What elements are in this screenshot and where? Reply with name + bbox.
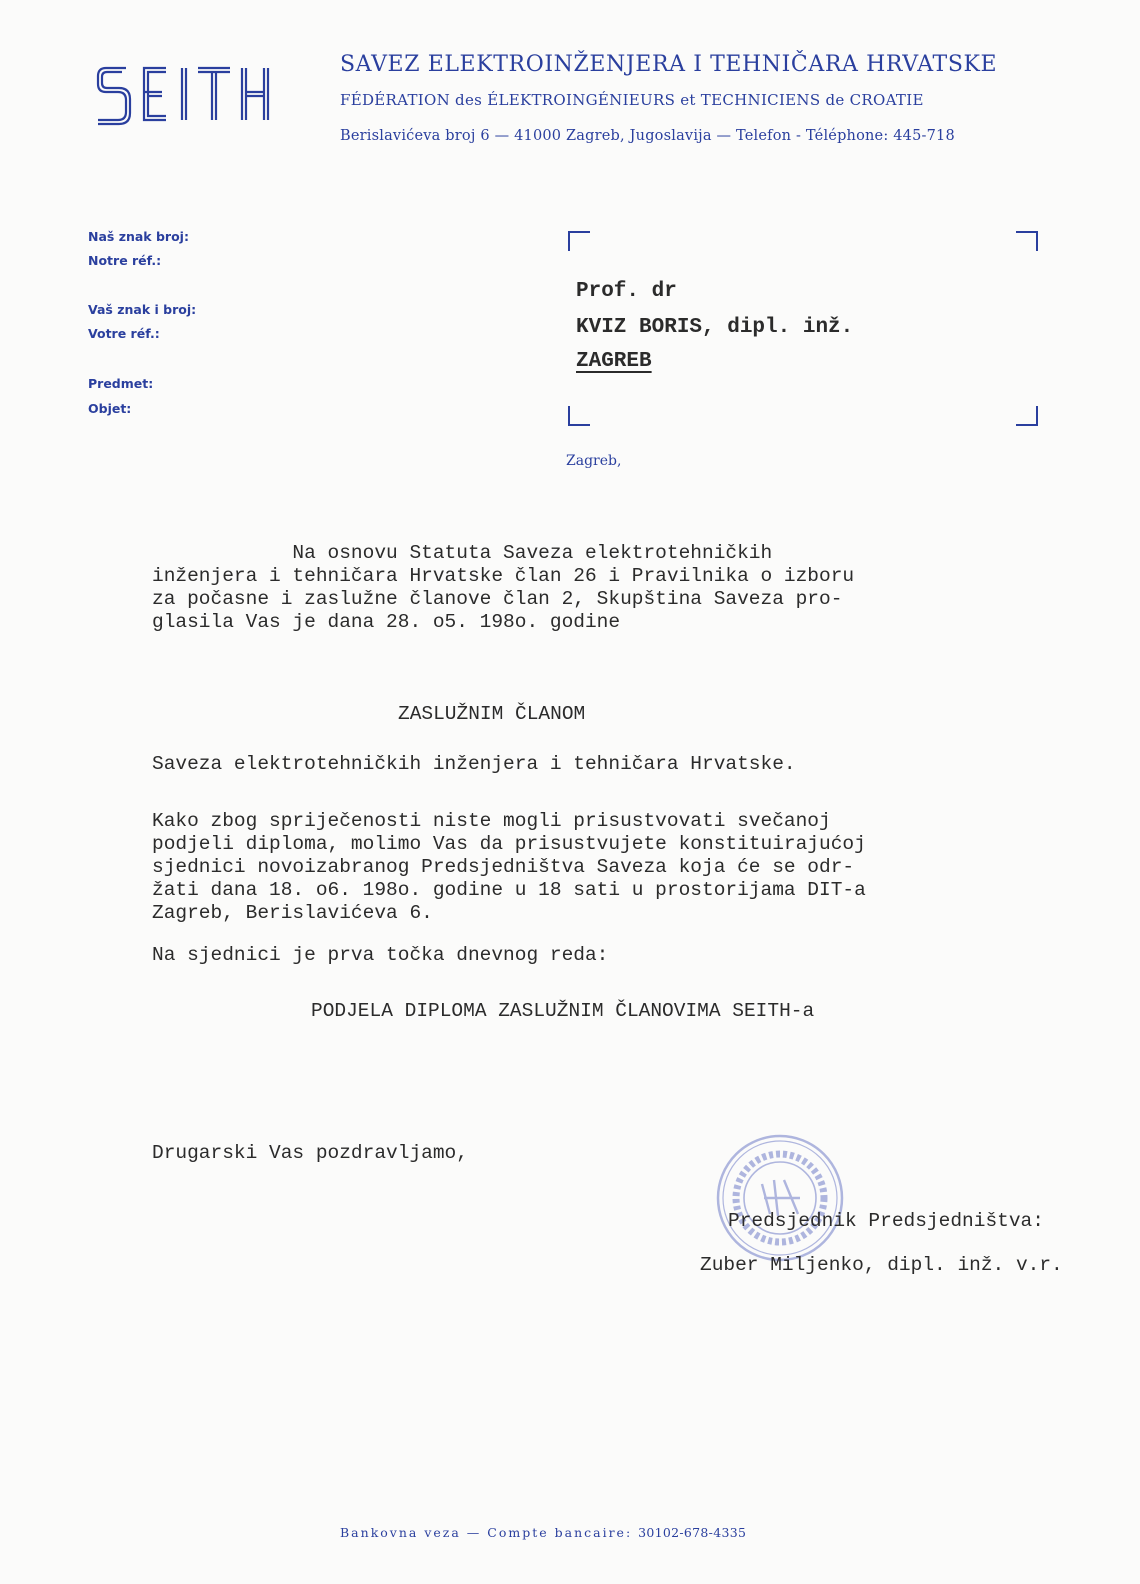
place-date-label: Zagreb, (566, 453, 622, 469)
agenda-intro: Na sjednici je prva točka dnevnog reda: (152, 944, 609, 966)
address-window-corner-bottom-left (568, 406, 590, 426)
organization-name-croatian: SAVEZ ELEKTROINŽENJERA I TEHNIČARA HRVATSKE (340, 52, 998, 77)
signer-title: Predsjednik Predsjedništva: (728, 1210, 1044, 1232)
label-nas-znak: Naš znak broj: (88, 229, 189, 244)
letterhead-address: Berislavićeva broj 6 — 41000 Zagreb, Jugoslavija — Telefon - Téléphone: 445-718 (340, 128, 955, 144)
label-objet: Objet: (88, 401, 132, 416)
label-vas-znak: Vaš znak i broj: (88, 302, 197, 317)
agenda-item: PODJELA DIPLOMA ZASLUŽNIM ČLANOVIMA SEITH-a (311, 1000, 815, 1022)
label-votre-ref: Votre réf.: (88, 326, 160, 341)
body-paragraph-1: Na osnovu Statuta Saveza elektrotehničkih inženjera i tehničara Hrvatske član 26 i Pravilnika o izboru za počasne i zaslužne članove član 2, Skupština Saveza pro- glasila Vas je dana 28. o5. 198o. godine (152, 542, 855, 633)
recipient-city: ZAGREB (576, 350, 652, 373)
signer-name: Zuber Miljenko, dipl. inž. v.r. (700, 1254, 1063, 1276)
organization-name-french: FÉDÉRATION des ÉLEKTROINGÉNIEURS et TECHNICIENS de CROATIE (340, 91, 924, 109)
recipient-name: KVIZ BORIS, dipl. inž. (576, 316, 854, 339)
bank-label: Bankovna veza — Compte bancaire: (340, 1525, 633, 1540)
bank-account: 30102-678-4335 (638, 1525, 747, 1540)
stamp-seal-icon (714, 1132, 846, 1264)
footer-bank-info (340, 1525, 746, 1540)
body-savez-line: Saveza elektrotehničkih inženjera i tehničara Hrvatske. (152, 753, 796, 775)
label-predmet: Predmet: (88, 376, 154, 391)
address-window-corner-top-right (1016, 231, 1038, 251)
label-notre-ref: Notre réf.: (88, 253, 162, 268)
address-window-corner-top-left (568, 231, 590, 251)
recipient-title: Prof. dr (576, 280, 677, 303)
body-paragraph-2: Kako zbog spriječenosti niste mogli prisustvovati svečanoj podjeli diploma, molimo Vas da prisustvujete konstituirajućoj sjednici novoizabranog Predsjedništva Saveza koja će se odr- žati dana 18. o6. 198o. godine u 18 sati u prostorijama DIT-a Zagreb, Berislavićeva 6. (152, 810, 866, 924)
honor-heading: ZASLUŽNIM ČLANOM (398, 703, 586, 725)
closing-greeting: Drugarski Vas pozdravljamo, (152, 1142, 468, 1164)
address-window-corner-bottom-right (1016, 406, 1038, 426)
seith-logo (96, 58, 274, 128)
